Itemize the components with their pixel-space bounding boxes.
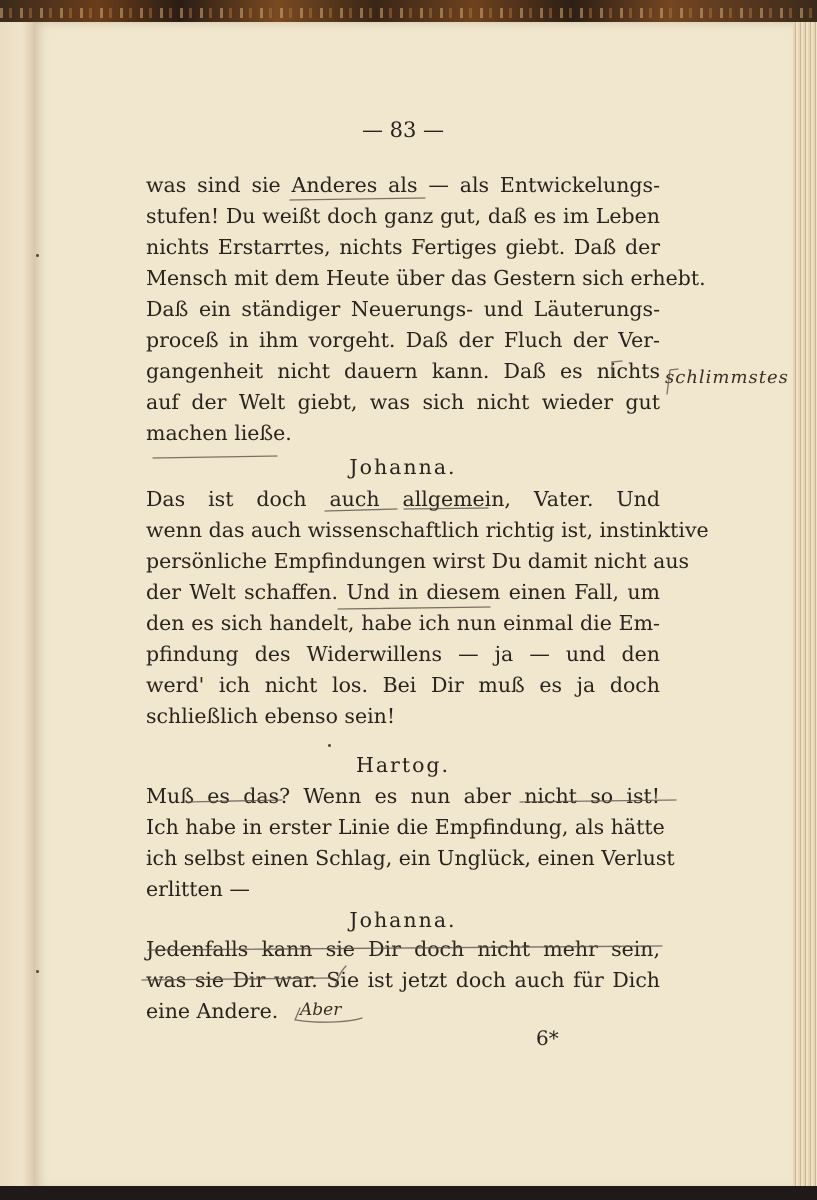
speaker-name: Johanna. [349,455,457,479]
text-line: persönliche Empfindungen wirst Du damit nicht aus [146,549,690,573]
text-line: Das ist doch auch allgemein, Vater. Und [146,487,660,511]
text-line: Daß ein ständiger Neuerungs- und Läuterungs- [146,297,660,321]
handwritten-insertion: Aber [300,1000,342,1020]
text-line: pfindung des Widerwillens — ja — und den [146,642,660,666]
text-line: wenn das auch wissenschaftlich richtig ist, instinktive [146,518,709,542]
page-number: — 83 — [361,118,445,142]
page-edges [793,22,817,1190]
text-line: der Welt schaffen. Und in diesem einen Fall, um [146,580,660,604]
text-line: was sind sie Anderes als — als Entwickelungs- [146,173,660,197]
handwritten-margin-note: schlimmstes [665,367,789,388]
text-line: den es sich handelt, habe ich nun einmal die Em- [146,611,660,635]
text-line: Jedenfalls kann sie Dir doch nicht mehr sein, [146,937,660,961]
signature-mark: 6* [536,1026,559,1050]
margin-dot [36,254,39,257]
book-binding-bottom [0,1186,817,1200]
text-line: ich selbst einen Schlag, ein Unglück, einen Verlust [146,846,675,870]
text-line: schließlich ebenso sein! [146,704,396,728]
text-line: stufen! Du weißt doch ganz gut, daß es im Leben [146,204,660,228]
text-line: Mensch mit dem Heute über das Gestern sich erhebt. [146,266,706,290]
speaker-name: Hartog. [355,753,451,777]
text-line: proceß in ihm vorgeht. Daß der Fluch der Ver- [146,328,660,352]
margin-dot [36,970,39,973]
text-line: machen ließe. [146,421,292,445]
text-line: auf der Welt giebt, was sich nicht wieder gut [146,390,660,414]
text-line: eine Andere. [146,999,279,1023]
facing-page-edge [0,22,36,1190]
text-line: Muß es das? Wenn es nun aber nicht so ist! [146,784,660,808]
speaker-name: Johanna. [349,908,457,932]
margin-dot [328,744,331,747]
text-line: erlitten — [146,877,250,901]
text-line: werd' ich nicht los. Bei Dir muß es ja doch [146,673,660,697]
text-line: was sie Dir war. Sie ist jetzt doch auch für Dich [146,968,660,992]
text-line: nichts Erstarrtes, nichts Fertiges giebt. Daß der [146,235,660,259]
text-line: gangenheit nicht dauern kann. Daß es nichts [146,359,660,383]
text-line: Ich habe in erster Linie die Empfindung, als hätte [146,815,665,839]
